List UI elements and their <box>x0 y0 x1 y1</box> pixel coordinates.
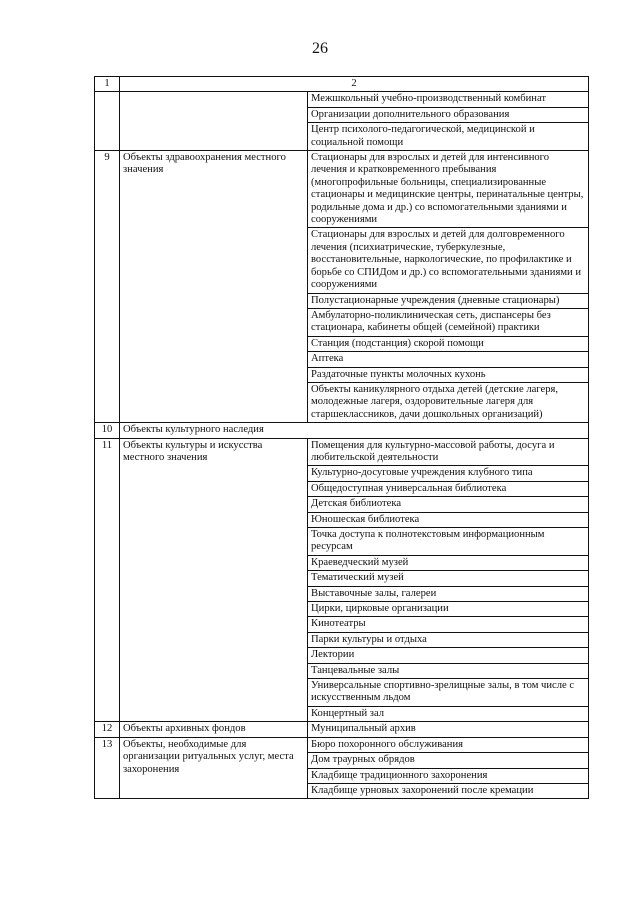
row-number-cell: 9 <box>95 151 120 423</box>
object-type-cell: Объекты, необходимые для организации ритуальных услуг, места захоронения <box>120 737 308 799</box>
facility-cell: Центр психолого-педагогической, медицинской и социальной помощи <box>308 123 589 151</box>
facility-cell: Кинотеатры <box>308 617 589 632</box>
table-row <box>95 423 589 438</box>
page-number: 26 <box>312 40 328 57</box>
table-row <box>95 722 589 737</box>
facility-cell: Полустационарные учреждения (дневные стационары) <box>308 293 589 308</box>
header-row <box>95 77 589 92</box>
facility-cell: Кладбище традиционного захоронения <box>308 768 589 783</box>
facility-cell: Концертный зал <box>308 706 589 721</box>
table-body <box>95 77 589 799</box>
facility-cell: Детская библиотека <box>308 497 589 512</box>
facility-cell: Универсальные спортивно-зрелищные залы, в том числе с искусственным льдом <box>308 679 589 707</box>
facility-cell: Стационары для взрослых и детей для долговременного лечения (психиатрические, туберкулезные, восстановительные, наркологические, по профилактике и борьбе со СПИДом и др.) со вспомогательными зданиями и сооружениями <box>308 228 589 293</box>
facility-cell: Кладбище урновых захоронений после кремации <box>308 783 589 798</box>
facility-cell: Организации дополнительного образования <box>308 107 589 122</box>
facility-cell: Общедоступная универсальная библиотека <box>308 481 589 496</box>
object-type-cell: Объекты культуры и искусства местного значения <box>120 438 308 722</box>
table-row <box>95 151 589 228</box>
facility-cell: Объекты каникулярного отдыха детей (детские лагеря, молодежные лагеря, оздоровительные лагеря для старшеклассников, дачи дошкольных организаций) <box>308 382 589 422</box>
facility-cell: Бюро похоронного обслуживания <box>308 737 589 752</box>
row-number-cell: 12 <box>95 722 120 737</box>
facility-cell: Культурно-досуговые учреждения клубного типа <box>308 466 589 481</box>
facility-cell: Межшкольный учебно-производственный комбинат <box>308 92 589 107</box>
facility-cell: Лектории <box>308 648 589 663</box>
facility-cell: Дом траурных обрядов <box>308 753 589 768</box>
facility-cell: Тематический музей <box>308 571 589 586</box>
facility-cell: Станция (подстанция) скорой помощи <box>308 336 589 351</box>
facility-cell: Помещения для культурно-массовой работы, досуга и любительской деятельности <box>308 438 589 466</box>
object-type-cell <box>120 92 308 151</box>
header-col-1: 1 <box>95 77 120 92</box>
row-number-cell: 11 <box>95 438 120 722</box>
facility-cell: Танцевальные залы <box>308 663 589 678</box>
facility-cell: Цирки, цирковые организации <box>308 602 589 617</box>
table-row <box>95 92 589 107</box>
facility-cell: Стационары для взрослых и детей для интенсивного лечения и кратковременного пребывания (многопрофильные больницы, специализированные стационары и медицинские центры, перинатальные центры, родильные дома и др.) со вспомогательными зданиями и сооружениями <box>308 151 589 228</box>
facility-cell: Выставочные залы, галереи <box>308 586 589 601</box>
facility-cell: Точка доступа к полнотекстовым информационным ресурсам <box>308 528 589 556</box>
facility-cell: Юношеская библиотека <box>308 512 589 527</box>
row-number-cell <box>95 92 120 151</box>
row-number-cell: 10 <box>95 423 120 438</box>
facility-cell: Аптека <box>308 352 589 367</box>
object-type-cell: Объекты здравоохранения местного значения <box>120 151 308 423</box>
header-col-2: 2 <box>120 77 589 92</box>
facility-cell: Амбулаторно-поликлиническая сеть, диспансеры без стационара, кабинеты общей (семейной) практики <box>308 308 589 336</box>
table-row <box>95 737 589 752</box>
object-type-cell: Объекты культурного наследия <box>120 423 589 438</box>
facility-cell: Раздаточные пункты молочных кухонь <box>308 367 589 382</box>
facility-cell: Парки культуры и отдыха <box>308 632 589 647</box>
facility-cell: Краеведческий музей <box>308 555 589 570</box>
row-number-cell: 13 <box>95 737 120 799</box>
objects-table <box>94 76 589 799</box>
object-type-cell: Объекты архивных фондов <box>120 722 308 737</box>
table-row <box>95 438 589 466</box>
facility-cell: Муниципальный архив <box>308 722 589 737</box>
